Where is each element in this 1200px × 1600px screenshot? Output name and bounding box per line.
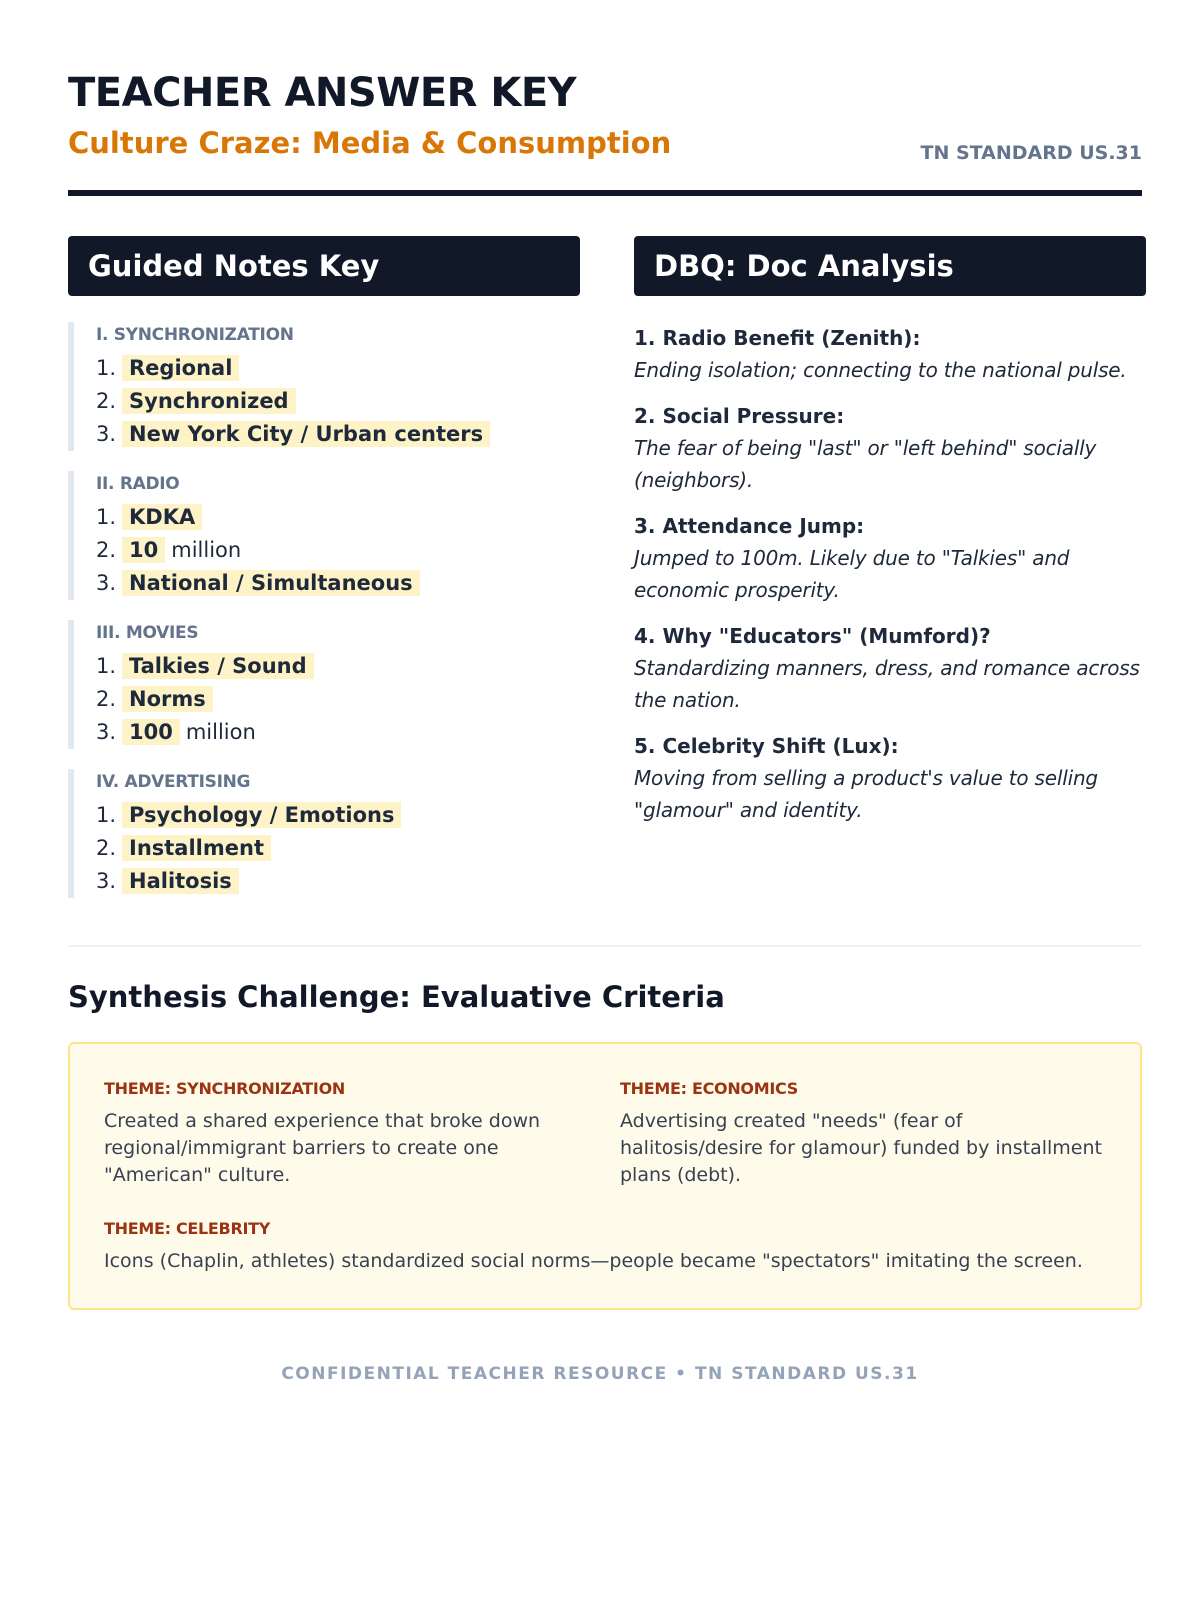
section-divider: [68, 945, 1142, 947]
section-title: I. SYNCHRONIZATION: [96, 325, 294, 345]
theme-celebrity: [104, 1216, 1114, 1275]
answer-suffix: million: [185, 720, 256, 744]
list-item: [96, 501, 580, 534]
dbq-heading: DBQ: Doc Analysis: [634, 236, 1146, 296]
answer-highlight: Psychology / Emotions: [122, 802, 401, 828]
page-footer: CONFIDENTIAL TEACHER RESOURCE • TN STANDARD US.31: [281, 1364, 919, 1384]
dbq-item: [634, 730, 1146, 826]
list-item: [96, 683, 580, 716]
list-item: [96, 534, 580, 567]
guided-notes-heading: Guided Notes Key: [68, 236, 580, 296]
answer-highlight: Talkies / Sound: [122, 653, 314, 679]
answer-highlight: Installment: [122, 835, 271, 861]
list-item: [96, 716, 580, 749]
dbq-answer: Standardizing manners, dress, and romance across the nation.: [634, 656, 1140, 712]
item-number: 2.: [96, 389, 117, 413]
list-item: [96, 799, 580, 832]
theme-synchronization: [104, 1076, 574, 1189]
answer-suffix: million: [171, 538, 242, 562]
dbq-question: 3. Attendance Jump:: [634, 514, 865, 538]
notes-section-movies: [68, 620, 580, 749]
item-number: 1.: [96, 356, 117, 380]
dbq-item: [634, 400, 1146, 496]
notes-section-synchronization: [68, 322, 580, 451]
synthesis-title: Synthesis Challenge: Evaluative Criteria: [68, 980, 725, 1014]
dbq-answer: Ending isolation; connecting to the national pulse.: [634, 358, 1127, 382]
list-item: [96, 352, 580, 385]
theme-text: Icons (Chaplin, athletes) standardized social norms—people became "spectators" imitating the screen.: [104, 1250, 1083, 1272]
theme-text: Advertising created "needs" (fear of halitosis/desire for glamour) funded by installment plans (debt).: [620, 1110, 1102, 1186]
page-subtitle: Culture Craze: Media & Consumption: [68, 126, 672, 160]
list-item: [96, 650, 580, 683]
answer-highlight: Norms: [122, 686, 213, 712]
dbq-answer: The fear of being "last" or "left behind" socially (neighbors).: [634, 436, 1097, 492]
theme-text: Created a shared experience that broke down regional/immigrant barriers to create one "American" culture.: [104, 1110, 541, 1186]
dbq-question: 2. Social Pressure:: [634, 404, 845, 428]
notes-section-advertising: [68, 769, 580, 898]
item-number: 3.: [96, 720, 117, 744]
theme-label: THEME: SYNCHRONIZATION: [104, 1079, 345, 1098]
list-item: [96, 418, 580, 451]
item-number: 3.: [96, 571, 117, 595]
answer-highlight: 10: [122, 537, 165, 563]
list-item: [96, 385, 580, 418]
dbq-question: 5. Celebrity Shift (Lux):: [634, 734, 899, 758]
item-number: 2.: [96, 687, 117, 711]
theme-label: THEME: ECONOMICS: [620, 1079, 798, 1098]
item-number: 2.: [96, 538, 117, 562]
theme-label: THEME: CELEBRITY: [104, 1219, 271, 1238]
dbq-item: [634, 510, 1146, 606]
item-number: 3.: [96, 422, 117, 446]
answer-highlight: Regional: [122, 355, 239, 381]
answer-highlight: 100: [122, 719, 180, 745]
answer-highlight: Synchronized: [122, 388, 296, 414]
section-title: III. MOVIES: [96, 623, 199, 643]
list-item: [96, 865, 580, 898]
page-title: TEACHER ANSWER KEY: [68, 70, 577, 116]
dbq-analysis: [634, 322, 1146, 840]
list-item: [96, 567, 580, 600]
section-title: II. RADIO: [96, 474, 180, 494]
dbq-question: 1. Radio Benefit (Zenith):: [634, 326, 921, 350]
answer-highlight: National / Simultaneous: [122, 570, 420, 596]
notes-section-radio: [68, 471, 580, 600]
item-number: 1.: [96, 505, 117, 529]
guided-notes: [68, 322, 580, 918]
theme-economics: [620, 1076, 1110, 1189]
dbq-question: 4. Why "Educators" (Mumford)?: [634, 624, 991, 648]
answer-highlight: New York City / Urban centers: [122, 421, 490, 447]
section-title: IV. ADVERTISING: [96, 772, 251, 792]
item-number: 1.: [96, 803, 117, 827]
answer-highlight: KDKA: [122, 504, 202, 530]
dbq-answer: Moving from selling a product's value to selling "glamour" and identity.: [634, 766, 1098, 822]
page-header: [68, 70, 1142, 196]
item-number: 1.: [96, 654, 117, 678]
answer-highlight: Halitosis: [122, 868, 239, 894]
standard-label: TN STANDARD US.31: [920, 142, 1142, 164]
item-number: 3.: [96, 869, 117, 893]
dbq-item: [634, 620, 1146, 716]
dbq-item: [634, 322, 1146, 386]
item-number: 2.: [96, 836, 117, 860]
synthesis-criteria-box: [68, 1042, 1142, 1310]
list-item: [96, 832, 580, 865]
dbq-answer: Jumped to 100m. Likely due to "Talkies" and economic prosperity.: [634, 546, 1070, 602]
